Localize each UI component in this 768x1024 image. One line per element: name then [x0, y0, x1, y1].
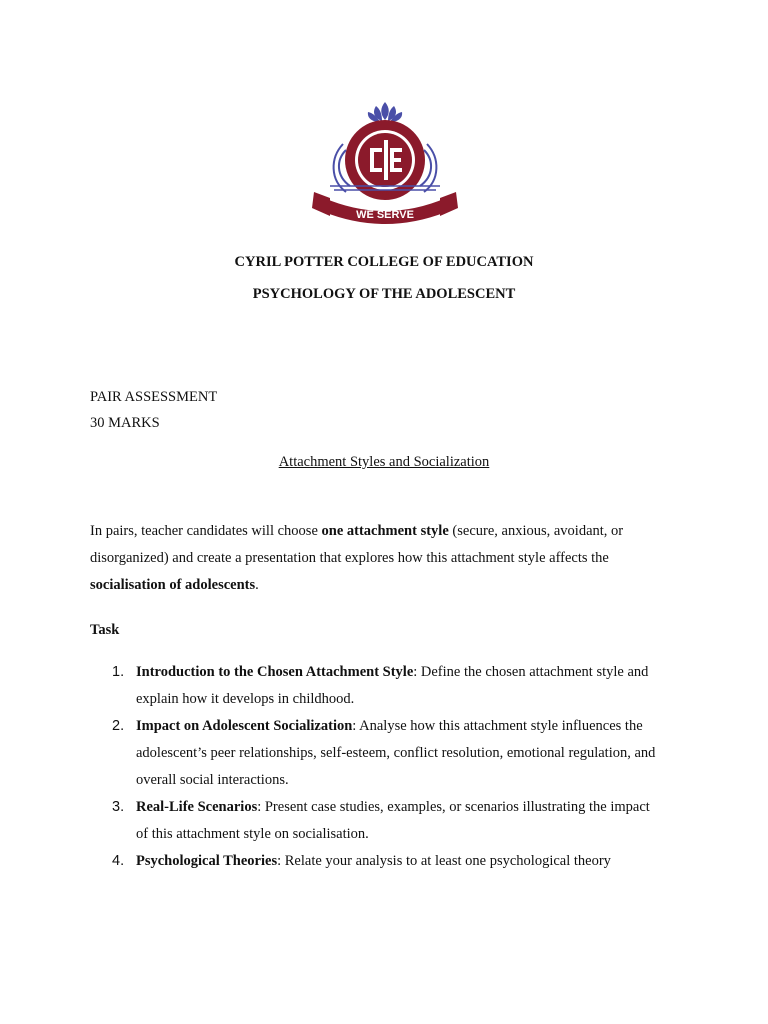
intro-text: . — [255, 577, 259, 593]
intro-text: disorganized) and create a presentation that explores how this attachment style affects the — [90, 550, 609, 566]
list-item — [90, 794, 690, 848]
list-item — [90, 713, 690, 794]
item-text: adolescent’s peer relationships, self-esteem, conflict resolution, emotional regulation, and — [136, 745, 656, 761]
course-title: PSYCHOLOGY OF THE ADOLESCENT — [252, 286, 516, 302]
assessment-type: PAIR ASSESSMENT — [90, 389, 218, 405]
list-item — [90, 659, 690, 713]
item-title: Psychological Theories — [136, 853, 278, 869]
intro-paragraph — [90, 518, 690, 599]
intro-bold: one attachment style — [321, 523, 449, 539]
item-text: explain how it develops in childhood. — [136, 691, 355, 707]
item-text: : Analyse how this attachment style influences the — [352, 718, 643, 734]
banner-text: WE SERVE — [356, 209, 414, 221]
item-title: Impact on Adolescent Socialization — [136, 718, 353, 734]
item-text: of this attachment style on socialisation. — [136, 826, 369, 842]
assessment-title: Attachment Styles and Socialization — [278, 454, 490, 470]
college-crest-logo — [310, 100, 460, 224]
item-text: : Relate your analysis to at least one psychological theory — [277, 853, 611, 869]
item-text: : Present case studies, examples, or scenarios illustrating the impact — [257, 799, 650, 815]
list-number: 3. — [112, 799, 125, 815]
list-item — [90, 848, 690, 875]
intro-text: (secure, anxious, avoidant, or — [448, 523, 624, 539]
list-number: 4. — [112, 853, 125, 869]
intro-bold: socialisation of adolescents — [90, 577, 256, 593]
item-title: Introduction to the Chosen Attachment Style — [136, 664, 414, 680]
list-number: 1. — [112, 664, 125, 680]
lotus-icon — [368, 102, 402, 122]
assessment-marks: 30 MARKS — [90, 415, 160, 431]
list-number: 2. — [112, 718, 125, 734]
item-text: overall social interactions. — [136, 772, 289, 788]
intro-text: In pairs, teacher candidates will choose — [90, 523, 322, 539]
college-name: CYRIL POTTER COLLEGE OF EDUCATION — [234, 254, 534, 270]
item-title: Real-Life Scenarios — [136, 799, 258, 815]
item-text: : Define the chosen attachment style and — [413, 664, 649, 680]
crest-ring-text: GUYANA — [370, 191, 400, 198]
task-heading: Task — [90, 622, 120, 638]
task-list — [90, 659, 690, 875]
